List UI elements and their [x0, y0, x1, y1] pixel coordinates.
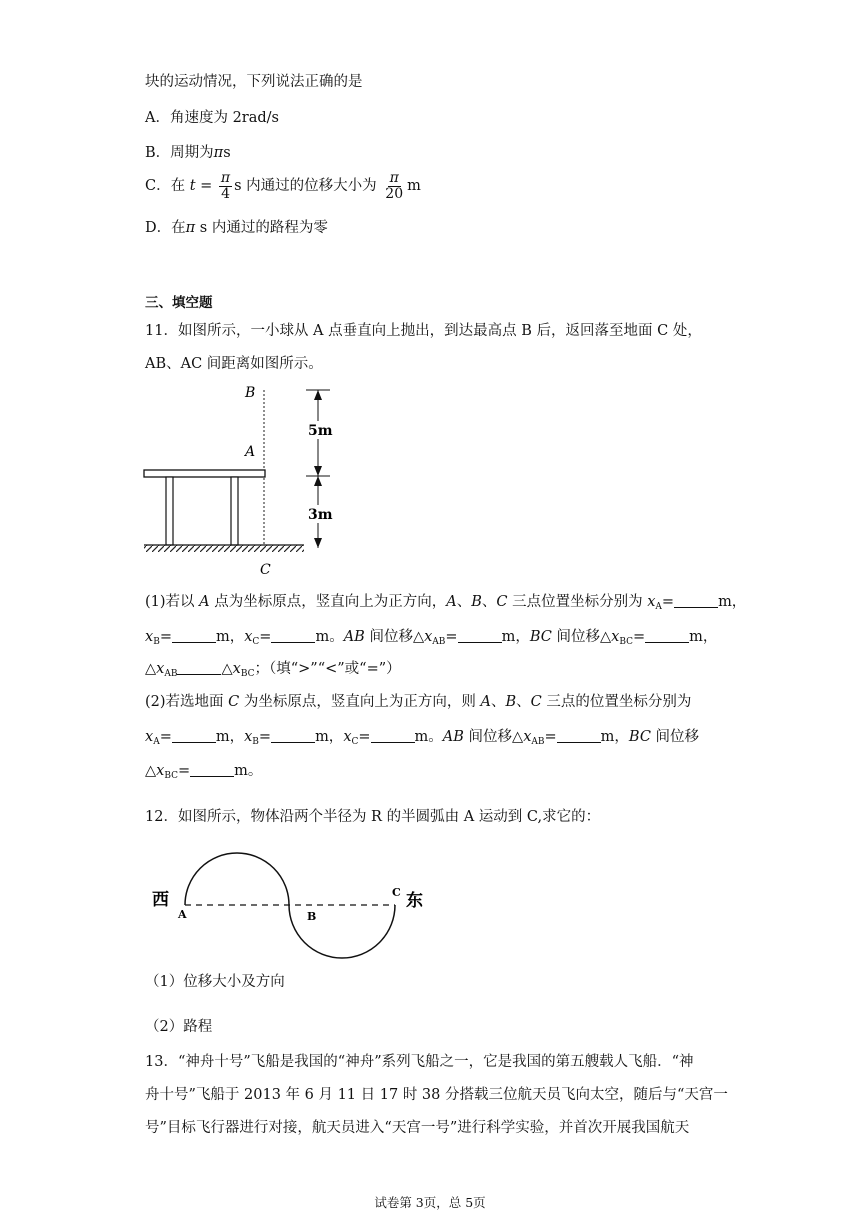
table-leg-left	[166, 477, 173, 545]
table-leg-right	[231, 477, 238, 545]
q10-option-b	[145, 143, 231, 163]
q10-option-b-unit: s	[223, 145, 231, 161]
q13-line2: 舟十号”飞船于 2013 年 6 月 11 日 17 时 38 分搭载三位航天员飞向太空，随后与“天宫一	[145, 1087, 728, 1103]
q11-part1-line3: $\triangle x_{AB}$ $\triangle x_{BC}$；（填“>”“<”或“=”）	[145, 661, 401, 679]
label-b: B	[245, 385, 256, 401]
q12-sub2: （2）路程	[145, 1019, 213, 1035]
q11-part1-line2: $x_B= m$，$x_C= m$。AB 间位移$\triangle x_{AB}= m$，BC 间位移$\triangle x_{BC}= m$，	[145, 629, 718, 647]
blank-xb[interactable]	[172, 628, 216, 643]
blank-xc[interactable]	[271, 628, 315, 643]
blank-dxab[interactable]	[458, 628, 502, 643]
q11-figure	[140, 378, 340, 578]
table-top	[144, 470, 265, 477]
label-c: C	[260, 562, 271, 578]
q10-option-c-unit: m	[407, 178, 421, 194]
q10-stem-tail: 块的运动情况，下列说法正确的是	[145, 74, 363, 90]
q12-sub1: （1）位移大小及方向	[145, 974, 285, 990]
label-c: C	[392, 886, 401, 899]
q10-option-d-pi: π	[185, 220, 196, 236]
blank2-dxbc[interactable]	[190, 762, 234, 777]
q12-figure	[140, 838, 440, 978]
blank2-dxab[interactable]	[557, 728, 601, 743]
q11-part1-line1: (1)若以 A 点为坐标原点，竖直向上为正方向，A、B、C 三点位置坐标分别为 $x_A= m$，	[145, 594, 747, 612]
label-b: B	[307, 910, 317, 923]
label-east: 东	[406, 891, 423, 911]
label-west: 西	[152, 890, 169, 910]
q10-option-c-fraction-1: $\frac{\pi}{4}$	[220, 169, 231, 202]
section-title: 三、填空题	[145, 295, 213, 311]
q10-option-c-eq: =	[200, 178, 213, 194]
arrow-up-top	[314, 390, 322, 400]
q10-option-a: A．角速度为 2rad/s	[145, 110, 279, 126]
q11-fill-note: ；（填“>”“<”或“=”）	[254, 661, 401, 677]
q10-option-b-pi: π	[213, 145, 224, 161]
q10-option-b-label: B．周期为	[145, 145, 214, 161]
arrow-down-mid	[314, 466, 322, 476]
q10-option-c-fraction-2: $\frac{\pi}{20}$	[385, 169, 404, 202]
lower-semicircle	[289, 905, 395, 958]
upper-semicircle	[185, 853, 289, 905]
q11-part2-tail: m。	[234, 763, 263, 779]
ground-hatch	[144, 545, 304, 552]
q13-line1: 13．“神舟十号”飞船是我国的“神舟”系列飞船之一，它是我国的第五艘载人飞船．“神	[145, 1054, 694, 1070]
page-footer: 试卷第 3页，总 5页	[374, 1195, 486, 1210]
blank-xa[interactable]	[674, 593, 718, 608]
label-a: A	[245, 444, 256, 460]
q10-option-d-text: s 内通过的路程为零	[199, 220, 328, 236]
q10-option-d-label: D．在	[145, 220, 186, 236]
dist-top: 5m	[308, 423, 333, 439]
q10-option-c	[145, 170, 421, 202]
q11-stem-line1: 11．如图所示，一小球从 A 点垂直向上抛出，到达最高点 B 后，返回落至地面 C 处，	[145, 323, 702, 339]
blank-compare[interactable]	[177, 660, 221, 675]
q11-part2-line2: $x_A= m$，$x_B= m$，$x_C= m$。AB 间位移$\triangle x_{AB}= m$，BC 间位移	[145, 729, 700, 747]
q10-option-c-t: t	[189, 178, 196, 194]
q10-option-c-label: C．在	[145, 178, 186, 194]
arrow-up-mid	[314, 476, 322, 486]
q12-stem: 12．如图所示，物体沿两个半径为 R 的半圆弧由 A 运动到 C,求它的：	[145, 809, 601, 825]
q11-part2-line3: $\triangle x_{BC}= m$。	[145, 763, 263, 781]
blank2-xb[interactable]	[271, 728, 315, 743]
q11-part2-line1: (2)若选地面 C 为坐标原点，竖直向上为正方向，则 A、B、C 三点的位置坐标分别为	[145, 694, 692, 710]
q11-stem-line2: AB、AC 间距离如图所示。	[145, 356, 323, 372]
label-a: A	[178, 908, 187, 921]
q10-option-c-mid: s 内通过的位移大小为	[234, 178, 377, 194]
blank2-xc[interactable]	[371, 728, 415, 743]
blank-dxbc[interactable]	[645, 628, 689, 643]
q10-option-d	[145, 218, 328, 238]
q13-line3: 号”目标飞行器进行对接，航天员进入“天宫一号”进行科学实验，并首次开展我国航天	[145, 1120, 690, 1136]
arrow-down-bottom	[314, 538, 322, 548]
dist-bottom: 3m	[308, 507, 333, 523]
blank2-xa[interactable]	[172, 728, 216, 743]
